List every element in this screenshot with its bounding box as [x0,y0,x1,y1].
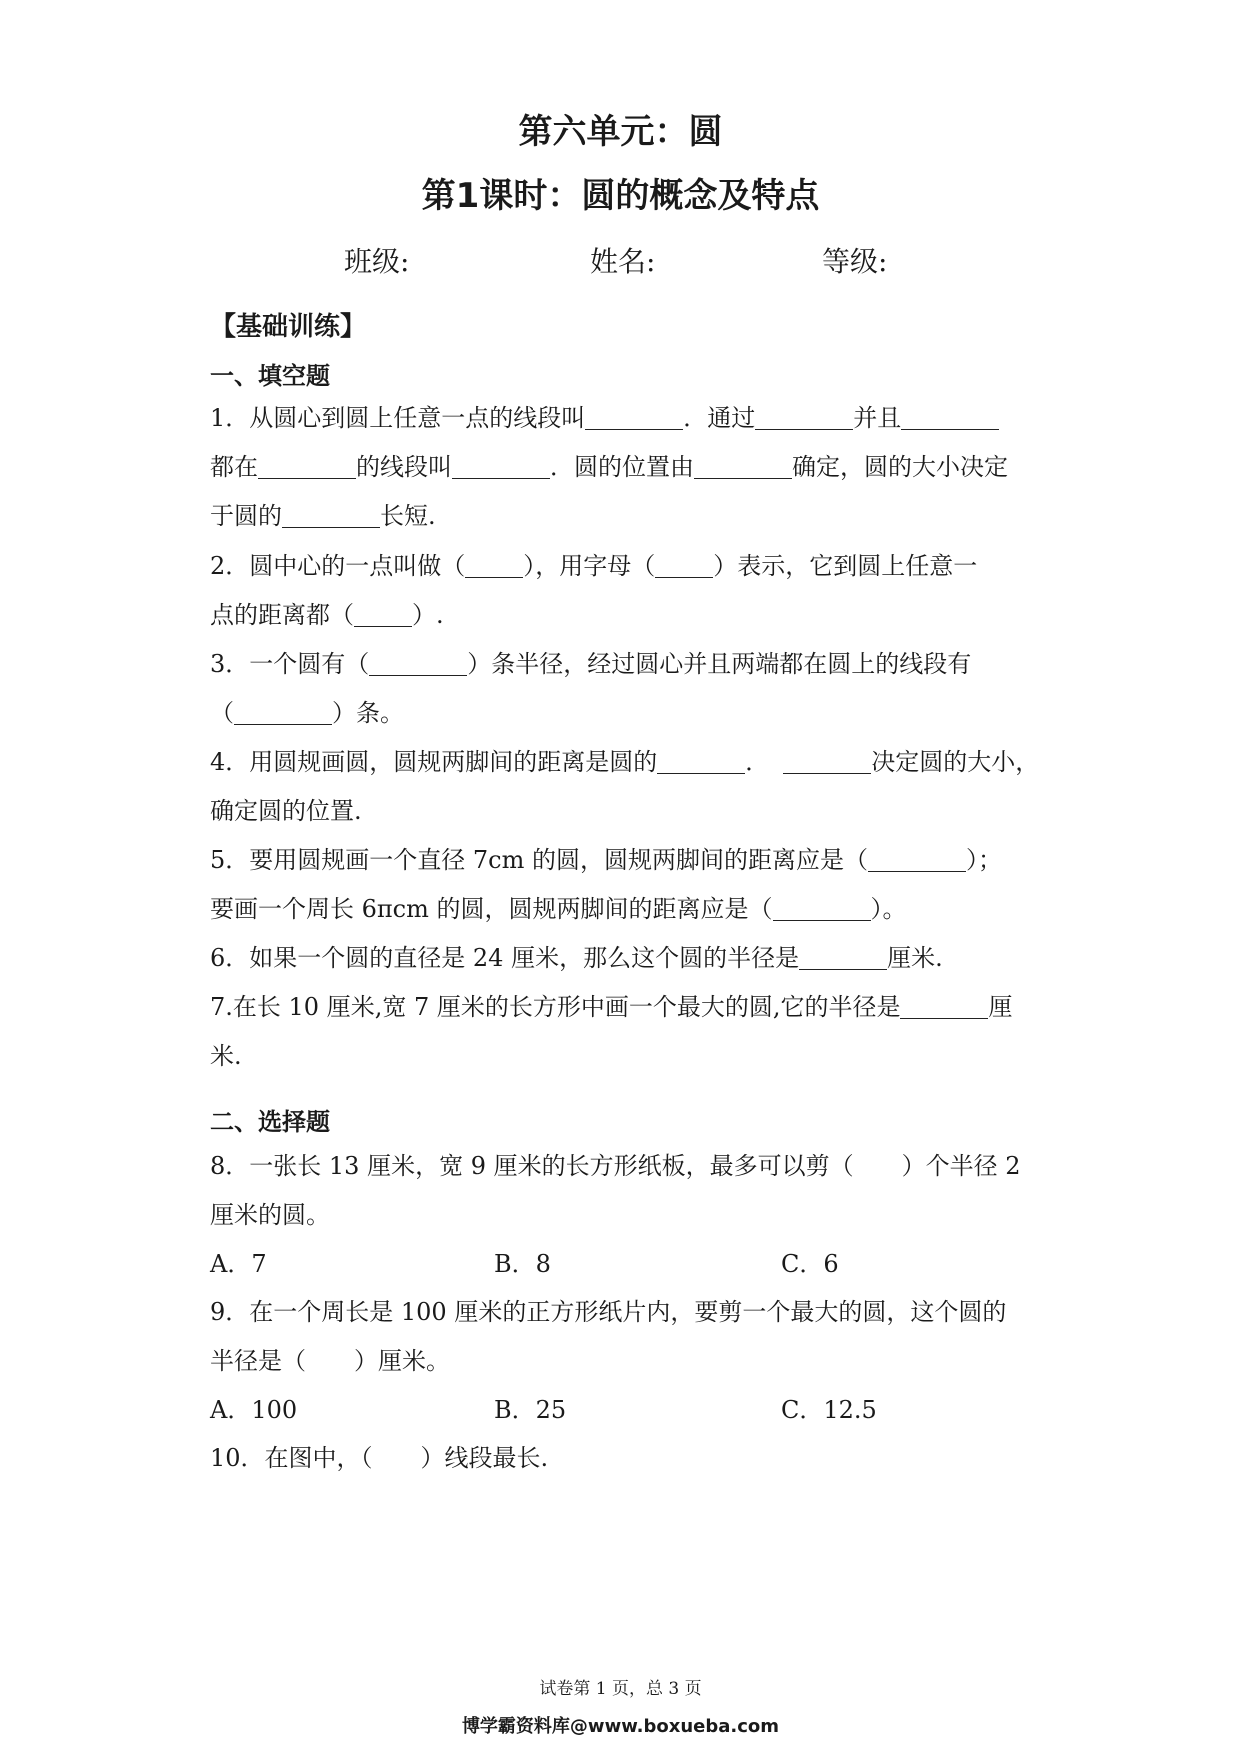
blank [868,847,966,872]
question-1-line-2: 都在 的线段叫 ．圆的位置由 确定，圆的大小决定 [210,453,1008,481]
blank [655,553,713,578]
question-2-line-2: 点的距离都（ ）. [210,601,444,629]
class-label: 班级: [344,245,410,278]
watermark: 博学霸资料库@www.boxueba.com [461,1716,780,1737]
question-5-line-2: 要画一个周长 6πcm 的圆，圆规两脚间的距离应是（ ）。 [210,895,907,923]
question-8-line-1: 8．一张长 13 厘米，宽 9 厘米的长方形纸板，最多可以剪（ ）个半径 2 [210,1152,1021,1180]
section-multiple-choice: 二、选择题 [210,1108,330,1136]
grade-label: 等级: [822,245,888,278]
blank [354,602,412,627]
blank [694,454,792,479]
question-2-line-1: 2．圆中心的一点叫做（ ），用字母（ ）表示，它到圆上任意一 [210,552,978,580]
blank [773,896,871,921]
question-4-line-2: 确定圆的位置. [210,797,362,825]
question-4-line-1: 4．用圆规画圆，圆规两脚间的距离是圆的 ． 决定圆的大小， [210,748,1040,776]
blank [901,405,999,430]
question-9-line-1: 9．在一个周长是 100 厘米的正方形纸片内，要剪一个最大的圆，这个圆的 [210,1298,1007,1326]
blank [755,405,853,430]
blank [452,454,550,479]
question-1-line-1: 1．从圆心到圆上任意一点的线段叫 ．通过 并且 [210,398,999,433]
section-fill-in: 一、填空题 [210,362,330,390]
blank [783,749,871,774]
question-9-option-c: C．12.5 [781,1396,877,1424]
question-8-option-c: C．6 [781,1250,839,1278]
question-9-option-a: A．100 [210,1396,298,1424]
question-8-option-b: B．8 [494,1250,551,1278]
question-9-line-2: 半径是（ ）厘米。 [210,1347,450,1375]
blank [657,749,745,774]
blank [258,454,356,479]
question-9-option-b: B．25 [494,1396,567,1424]
unit-title: 第六单元：圆 [518,112,723,152]
blank [234,700,332,725]
question-5-line-1: 5．要用圆规画一个直径 7cm 的圆，圆规两脚间的距离应是（ ）； [210,846,1002,874]
blank [465,553,523,578]
question-7-line-1: 7.在长 10 厘米,宽 7 厘米的长方形中画一个最大的圆,它的半径是 厘 [210,993,1013,1021]
page-number: 试卷第 1 页，总 3 页 [539,1679,702,1699]
question-3-line-1: 3．一个圆有（ ）条半径，经过圆心并且两端都在圆上的线段有 [210,650,972,678]
question-8-option-a: A．7 [210,1250,267,1278]
blank [900,994,988,1019]
lesson-title: 第1课时：圆的概念及特点 [421,176,820,216]
name-label: 姓名: [590,245,656,278]
section-basic-training: 【基础训练】 [210,312,367,342]
question-8-line-2: 厘米的圆。 [210,1201,330,1229]
question-1-line-3: 于圆的 长短. [210,502,436,530]
question-10: 10．在图中，（ ）线段最长. [210,1444,549,1472]
question-6: 6．如果一个圆的直径是 24 厘米，那么这个圆的半径是 厘米. [210,944,943,972]
question-7-line-2: 米. [210,1042,242,1070]
blank [585,405,683,430]
blank [799,945,887,970]
question-3-line-2: （ ）条。 [210,699,404,727]
blank [369,651,467,676]
blank [282,503,380,528]
